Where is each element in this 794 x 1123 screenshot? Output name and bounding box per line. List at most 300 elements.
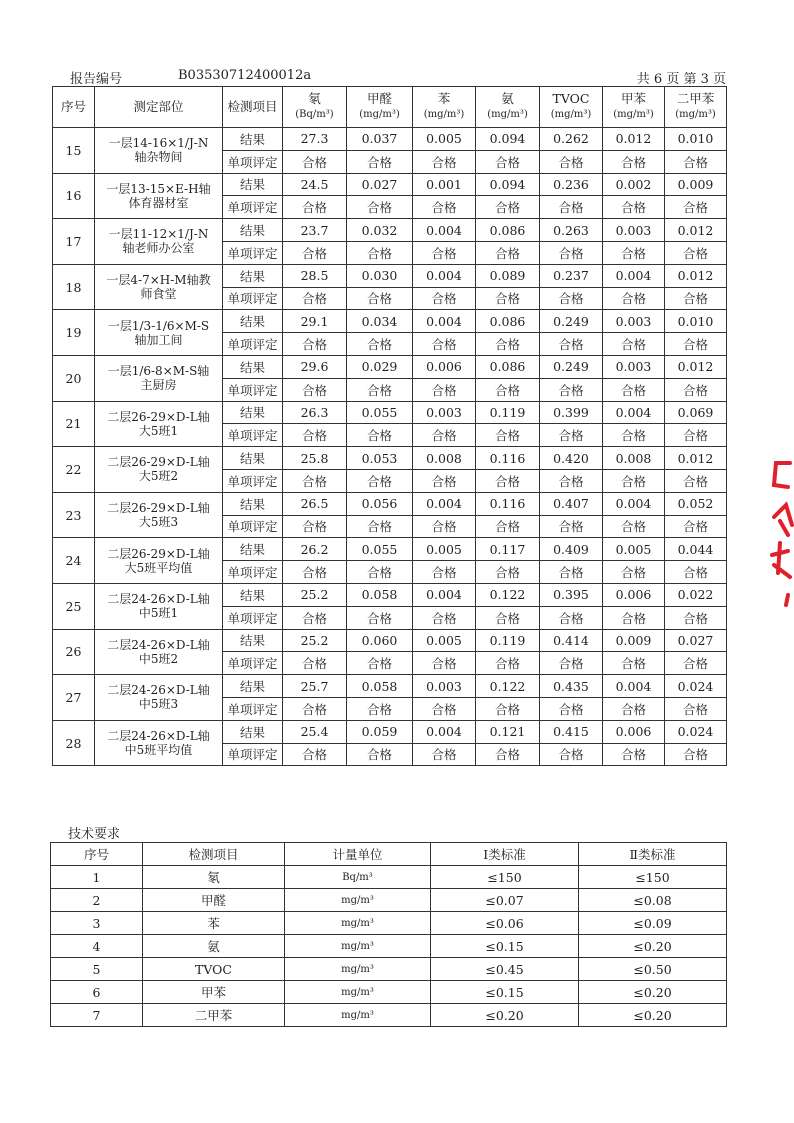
benzene-result: 0.005 (413, 128, 476, 151)
tech-seq: 1 (51, 866, 143, 889)
benzene-result: 0.006 (413, 355, 476, 378)
tvoc-evaluation: 合格 (540, 469, 603, 492)
results-row (53, 219, 727, 242)
row-seq: 16 (53, 173, 95, 219)
result-label: 结果 (223, 219, 283, 242)
benzene-result: 0.003 (413, 401, 476, 424)
benzene-evaluation: 合格 (413, 652, 476, 675)
result-label: 结果 (223, 401, 283, 424)
tech-class2: ≤150 (579, 866, 727, 889)
results-header-row (53, 87, 727, 128)
result-label: 结果 (223, 264, 283, 287)
ammonia-evaluation: 合格 (476, 515, 540, 538)
toluene-result: 0.004 (603, 401, 665, 424)
xylene-result: 0.012 (665, 447, 727, 470)
radon-result: 29.6 (283, 355, 347, 378)
tech-class2: ≤0.20 (579, 1004, 727, 1027)
xylene-result: 0.052 (665, 492, 727, 515)
xylene-result: 0.009 (665, 173, 727, 196)
location-line-1: 二层24-26×D-L轴 (107, 729, 210, 744)
tvoc-evaluation: 合格 (540, 652, 603, 675)
formaldehyde-evaluation: 合格 (347, 150, 413, 173)
row-seq: 18 (53, 264, 95, 310)
results-row (53, 720, 727, 743)
tvoc-result: 0.435 (540, 675, 603, 698)
tech-unit: mg/m³ (285, 958, 431, 981)
toluene-result: 0.004 (603, 492, 665, 515)
ammonia-result: 0.122 (476, 675, 540, 698)
row-location (95, 675, 223, 721)
radon-evaluation: 合格 (283, 561, 347, 584)
radon-result: 25.8 (283, 447, 347, 470)
ammonia-evaluation: 合格 (476, 652, 540, 675)
xylene-result: 0.012 (665, 355, 727, 378)
row-location (95, 720, 223, 766)
col-radon: 氡 (Bq/m³) (283, 87, 347, 128)
formaldehyde-evaluation: 合格 (347, 652, 413, 675)
xylene-evaluation: 合格 (665, 697, 727, 720)
row-seq: 28 (53, 720, 95, 766)
ammonia-result: 0.086 (476, 355, 540, 378)
tech-class1: ≤0.15 (431, 981, 579, 1004)
toluene-evaluation: 合格 (603, 561, 665, 584)
tvoc-result: 0.236 (540, 173, 603, 196)
location-line-2: 体育器材室 (128, 195, 189, 210)
xylene-evaluation: 合格 (665, 606, 727, 629)
ammonia-evaluation: 合格 (476, 606, 540, 629)
col-ammonia: 氨 (mg/m³) (476, 87, 540, 128)
tech-unit: mg/m³ (285, 912, 431, 935)
radon-evaluation: 合格 (283, 378, 347, 401)
benzene-evaluation: 合格 (413, 606, 476, 629)
tech-col-seq: 序号 (51, 843, 143, 866)
benzene-result: 0.004 (413, 310, 476, 333)
result-label: 结果 (223, 720, 283, 743)
tech-seq: 2 (51, 889, 143, 912)
xylene-evaluation: 合格 (665, 333, 727, 356)
evaluation-label: 单项评定 (223, 378, 283, 401)
toluene-evaluation: 合格 (603, 606, 665, 629)
radon-result: 26.3 (283, 401, 347, 424)
tech-unit: mg/m³ (285, 889, 431, 912)
benzene-result: 0.005 (413, 538, 476, 561)
radon-evaluation: 合格 (283, 241, 347, 264)
benzene-result: 0.005 (413, 629, 476, 652)
tvoc-evaluation: 合格 (540, 515, 603, 538)
formaldehyde-evaluation: 合格 (347, 469, 413, 492)
toluene-result: 0.006 (603, 720, 665, 743)
tvoc-evaluation: 合格 (540, 333, 603, 356)
ammonia-result: 0.086 (476, 310, 540, 333)
toluene-result: 0.012 (603, 128, 665, 151)
evaluation-label: 单项评定 (223, 241, 283, 264)
page-info: 共 6 页 第 3 页 (636, 72, 726, 87)
row-seq: 23 (53, 492, 95, 538)
toluene-evaluation: 合格 (603, 743, 665, 766)
row-seq: 20 (53, 355, 95, 401)
location-line-2: 中5班平均值 (124, 743, 193, 758)
radon-evaluation: 合格 (283, 333, 347, 356)
tech-class2: ≤0.08 (579, 889, 727, 912)
formaldehyde-evaluation: 合格 (347, 697, 413, 720)
report-number: B03530712400012a (178, 68, 312, 83)
location-line-2: 中5班3 (138, 697, 179, 712)
ammonia-evaluation: 合格 (476, 241, 540, 264)
toluene-result: 0.005 (603, 538, 665, 561)
result-label: 结果 (223, 310, 283, 333)
formaldehyde-result: 0.059 (347, 720, 413, 743)
tvoc-result: 0.262 (540, 128, 603, 151)
location-line-1: 一层13-15×E-H轴 (106, 181, 211, 196)
evaluation-label: 单项评定 (223, 469, 283, 492)
row-location (95, 583, 223, 629)
result-label: 结果 (223, 583, 283, 606)
row-location (95, 264, 223, 310)
toluene-result: 0.009 (603, 629, 665, 652)
ammonia-result: 0.119 (476, 401, 540, 424)
tvoc-evaluation: 合格 (540, 241, 603, 264)
location-line-1: 一层11-12×1/J-N (108, 227, 209, 242)
location-line-2: 中5班1 (138, 606, 179, 621)
tech-class1: ≤0.20 (431, 1004, 579, 1027)
benzene-evaluation: 合格 (413, 150, 476, 173)
row-location (95, 629, 223, 675)
results-row (53, 538, 727, 561)
row-seq: 24 (53, 538, 95, 584)
xylene-evaluation: 合格 (665, 378, 727, 401)
result-label: 结果 (223, 355, 283, 378)
tvoc-result: 0.249 (540, 310, 603, 333)
xylene-evaluation: 合格 (665, 561, 727, 584)
benzene-evaluation: 合格 (413, 515, 476, 538)
tech-header-row (51, 843, 727, 866)
results-row (53, 128, 727, 151)
radon-result: 26.5 (283, 492, 347, 515)
formaldehyde-result: 0.053 (347, 447, 413, 470)
xylene-result: 0.010 (665, 310, 727, 333)
ammonia-evaluation: 合格 (476, 424, 540, 447)
results-row (53, 173, 727, 196)
benzene-result: 0.008 (413, 447, 476, 470)
location-line-2: 轴杂物间 (134, 150, 183, 165)
toluene-result: 0.002 (603, 173, 665, 196)
row-seq: 25 (53, 583, 95, 629)
radon-evaluation: 合格 (283, 743, 347, 766)
ammonia-result: 0.089 (476, 264, 540, 287)
toluene-evaluation: 合格 (603, 150, 665, 173)
benzene-evaluation: 合格 (413, 469, 476, 492)
tvoc-result: 0.249 (540, 355, 603, 378)
results-row (53, 675, 727, 698)
radon-evaluation: 合格 (283, 697, 347, 720)
ammonia-result: 0.086 (476, 219, 540, 242)
xylene-evaluation: 合格 (665, 287, 727, 310)
ammonia-result: 0.094 (476, 173, 540, 196)
formaldehyde-result: 0.055 (347, 401, 413, 424)
tech-item: TVOC (143, 958, 285, 981)
tech-seq: 7 (51, 1004, 143, 1027)
formaldehyde-result: 0.029 (347, 355, 413, 378)
ammonia-evaluation: 合格 (476, 150, 540, 173)
tvoc-result: 0.395 (540, 583, 603, 606)
formaldehyde-evaluation: 合格 (347, 196, 413, 219)
tech-class1: ≤0.06 (431, 912, 579, 935)
toluene-evaluation: 合格 (603, 333, 665, 356)
location-line-2: 轴老师办公室 (122, 241, 195, 256)
tvoc-evaluation: 合格 (540, 606, 603, 629)
formaldehyde-result: 0.055 (347, 538, 413, 561)
location-line-1: 二层26-29×D-L轴 (107, 409, 210, 424)
location-line-2: 大5班2 (138, 469, 179, 484)
formaldehyde-result: 0.058 (347, 583, 413, 606)
evaluation-label: 单项评定 (223, 606, 283, 629)
results-row (53, 447, 727, 470)
tvoc-evaluation: 合格 (540, 196, 603, 219)
tech-requirements-table (50, 842, 727, 1027)
toluene-evaluation: 合格 (603, 652, 665, 675)
xylene-result: 0.044 (665, 538, 727, 561)
ammonia-evaluation: 合格 (476, 697, 540, 720)
result-label: 结果 (223, 538, 283, 561)
ammonia-result: 0.119 (476, 629, 540, 652)
evaluation-label: 单项评定 (223, 515, 283, 538)
evaluation-label: 单项评定 (223, 150, 283, 173)
row-location (95, 219, 223, 265)
radon-evaluation: 合格 (283, 424, 347, 447)
formaldehyde-result: 0.056 (347, 492, 413, 515)
location-line-2: 大5班3 (138, 515, 179, 530)
row-location (95, 355, 223, 401)
col-formaldehyde: 甲醛 (mg/m³) (347, 87, 413, 128)
radon-result: 26.2 (283, 538, 347, 561)
tech-item: 甲醛 (143, 889, 285, 912)
radon-evaluation: 合格 (283, 515, 347, 538)
benzene-result: 0.004 (413, 583, 476, 606)
location-line-1: 二层24-26×D-L轴 (107, 592, 210, 607)
tech-seq: 5 (51, 958, 143, 981)
tech-class1: ≤0.15 (431, 935, 579, 958)
formaldehyde-result: 0.027 (347, 173, 413, 196)
radon-result: 24.5 (283, 173, 347, 196)
results-row (53, 492, 727, 515)
row-seq: 21 (53, 401, 95, 447)
ammonia-result: 0.116 (476, 447, 540, 470)
tech-seq: 6 (51, 981, 143, 1004)
row-seq: 15 (53, 128, 95, 174)
toluene-result: 0.003 (603, 310, 665, 333)
radon-result: 25.7 (283, 675, 347, 698)
ammonia-result: 0.121 (476, 720, 540, 743)
row-location (95, 128, 223, 174)
evaluation-label: 单项评定 (223, 561, 283, 584)
tvoc-evaluation: 合格 (540, 424, 603, 447)
toluene-result: 0.004 (603, 264, 665, 287)
radon-evaluation: 合格 (283, 469, 347, 492)
tech-requirements-title: 技术要求 (68, 827, 121, 842)
toluene-evaluation: 合格 (603, 469, 665, 492)
xylene-evaluation: 合格 (665, 743, 727, 766)
benzene-evaluation: 合格 (413, 196, 476, 219)
formaldehyde-result: 0.060 (347, 629, 413, 652)
tvoc-result: 0.420 (540, 447, 603, 470)
tech-seq: 3 (51, 912, 143, 935)
location-line-1: 一层1/3-1/6×M-S (107, 318, 210, 333)
benzene-result: 0.004 (413, 264, 476, 287)
tvoc-result: 0.407 (540, 492, 603, 515)
col-xylene: 二甲苯 (mg/m³) (665, 87, 727, 128)
toluene-evaluation: 合格 (603, 287, 665, 310)
radon-result: 28.5 (283, 264, 347, 287)
tech-row (51, 866, 727, 889)
ammonia-evaluation: 合格 (476, 469, 540, 492)
tech-col-class1: Ⅰ类标准 (431, 843, 579, 866)
row-location (95, 310, 223, 356)
xylene-evaluation: 合格 (665, 424, 727, 447)
tech-col-unit: 计量单位 (285, 843, 431, 866)
radon-evaluation: 合格 (283, 150, 347, 173)
results-row (53, 264, 727, 287)
row-location (95, 401, 223, 447)
formaldehyde-evaluation: 合格 (347, 287, 413, 310)
tvoc-evaluation: 合格 (540, 697, 603, 720)
toluene-result: 0.003 (603, 355, 665, 378)
tech-row (51, 981, 727, 1004)
tech-row (51, 912, 727, 935)
toluene-result: 0.008 (603, 447, 665, 470)
benzene-evaluation: 合格 (413, 561, 476, 584)
toluene-result: 0.003 (603, 219, 665, 242)
formaldehyde-result: 0.058 (347, 675, 413, 698)
radon-result: 23.7 (283, 219, 347, 242)
results-row (53, 355, 727, 378)
xylene-evaluation: 合格 (665, 196, 727, 219)
radon-result: 27.3 (283, 128, 347, 151)
results-row (53, 401, 727, 424)
formaldehyde-evaluation: 合格 (347, 606, 413, 629)
tech-unit: Bq/m³ (285, 866, 431, 889)
tvoc-result: 0.415 (540, 720, 603, 743)
tech-class1: ≤0.45 (431, 958, 579, 981)
xylene-result: 0.027 (665, 629, 727, 652)
radon-result: 29.1 (283, 310, 347, 333)
tech-class2: ≤0.20 (579, 935, 727, 958)
row-location (95, 538, 223, 584)
radon-result: 25.4 (283, 720, 347, 743)
radon-result: 25.2 (283, 629, 347, 652)
tech-col-item: 检测项目 (143, 843, 285, 866)
row-seq: 26 (53, 629, 95, 675)
tech-item: 氡 (143, 866, 285, 889)
benzene-result: 0.004 (413, 720, 476, 743)
tech-row (51, 1004, 727, 1027)
toluene-evaluation: 合格 (603, 378, 665, 401)
formaldehyde-evaluation: 合格 (347, 515, 413, 538)
result-label: 结果 (223, 675, 283, 698)
ammonia-result: 0.122 (476, 583, 540, 606)
tvoc-result: 0.263 (540, 219, 603, 242)
col-tvoc: TVOC (mg/m³) (540, 87, 603, 128)
tech-row (51, 935, 727, 958)
ammonia-evaluation: 合格 (476, 287, 540, 310)
toluene-result: 0.004 (603, 675, 665, 698)
col-item: 检测项目 (223, 87, 283, 128)
formaldehyde-result: 0.030 (347, 264, 413, 287)
result-label: 结果 (223, 629, 283, 652)
location-line-1: 二层26-29×D-L轴 (107, 501, 210, 516)
benzene-result: 0.004 (413, 219, 476, 242)
ammonia-evaluation: 合格 (476, 561, 540, 584)
ammonia-evaluation: 合格 (476, 378, 540, 401)
xylene-evaluation: 合格 (665, 150, 727, 173)
tvoc-evaluation: 合格 (540, 378, 603, 401)
tvoc-evaluation: 合格 (540, 287, 603, 310)
tech-class2: ≤0.09 (579, 912, 727, 935)
benzene-result: 0.003 (413, 675, 476, 698)
xylene-result: 0.069 (665, 401, 727, 424)
evaluation-label: 单项评定 (223, 697, 283, 720)
toluene-evaluation: 合格 (603, 697, 665, 720)
xylene-evaluation: 合格 (665, 469, 727, 492)
location-line-2: 中5班2 (138, 651, 179, 666)
ammonia-result: 0.116 (476, 492, 540, 515)
result-label: 结果 (223, 447, 283, 470)
col-seq: 序号 (53, 87, 95, 128)
result-label: 结果 (223, 492, 283, 515)
xylene-evaluation: 合格 (665, 515, 727, 538)
formaldehyde-evaluation: 合格 (347, 424, 413, 447)
formaldehyde-evaluation: 合格 (347, 333, 413, 356)
tvoc-evaluation: 合格 (540, 743, 603, 766)
benzene-evaluation: 合格 (413, 743, 476, 766)
report-header (50, 68, 726, 87)
toluene-evaluation: 合格 (603, 196, 665, 219)
evaluation-label: 单项评定 (223, 333, 283, 356)
ammonia-result: 0.117 (476, 538, 540, 561)
xylene-evaluation: 合格 (665, 241, 727, 264)
xylene-result: 0.022 (665, 583, 727, 606)
red-stamp-fragment (766, 455, 794, 615)
results-row (53, 629, 727, 652)
col-benzene: 苯 (mg/m³) (413, 87, 476, 128)
tech-unit: mg/m³ (285, 981, 431, 1004)
evaluation-label: 单项评定 (223, 196, 283, 219)
radon-evaluation: 合格 (283, 196, 347, 219)
xylene-result: 0.010 (665, 128, 727, 151)
tech-item: 苯 (143, 912, 285, 935)
tech-item: 氨 (143, 935, 285, 958)
benzene-result: 0.004 (413, 492, 476, 515)
formaldehyde-result: 0.037 (347, 128, 413, 151)
tech-item: 甲苯 (143, 981, 285, 1004)
result-label: 结果 (223, 173, 283, 196)
formaldehyde-evaluation: 合格 (347, 561, 413, 584)
location-line-2: 轴加工间 (134, 332, 183, 347)
location-line-2: 师食堂 (140, 287, 177, 302)
row-seq: 27 (53, 675, 95, 721)
tech-class1: ≤0.07 (431, 889, 579, 912)
xylene-result: 0.012 (665, 219, 727, 242)
results-row (53, 310, 727, 333)
evaluation-label: 单项评定 (223, 743, 283, 766)
result-label: 结果 (223, 128, 283, 151)
evaluation-label: 单项评定 (223, 652, 283, 675)
tvoc-evaluation: 合格 (540, 150, 603, 173)
evaluation-label: 单项评定 (223, 287, 283, 310)
tech-seq: 4 (51, 935, 143, 958)
evaluation-label: 单项评定 (223, 424, 283, 447)
benzene-result: 0.001 (413, 173, 476, 196)
benzene-evaluation: 合格 (413, 241, 476, 264)
